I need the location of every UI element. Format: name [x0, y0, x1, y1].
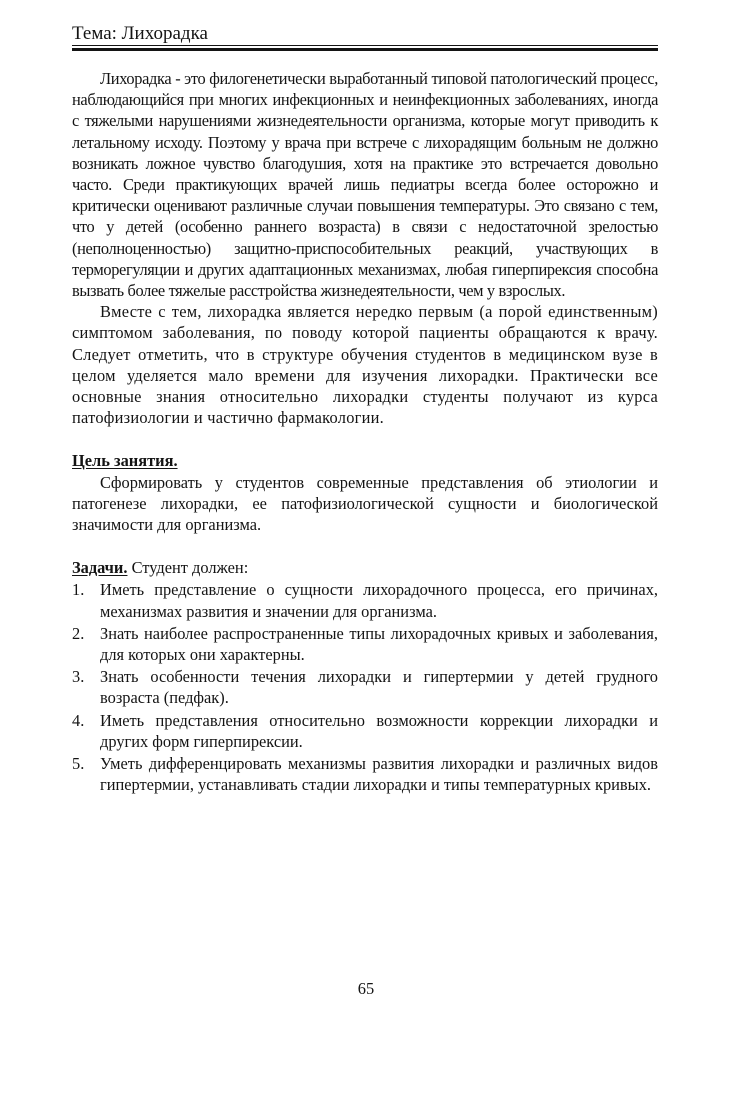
- task-item: [72, 579, 658, 621]
- task-item: [72, 623, 658, 665]
- task-number: 1.: [72, 580, 85, 600]
- task-text: Знать наиболее распространенные типы лихорадочных кривых и заболевания, для которых они характерны.: [100, 623, 658, 665]
- goal-heading-line: [72, 450, 658, 471]
- task-item: [72, 753, 658, 795]
- header-rule-thin: [72, 45, 658, 46]
- task-item: [72, 710, 658, 752]
- task-text: Иметь представления относительно возможности коррекции лихорадки и других форм гиперпирексии.: [100, 710, 658, 751]
- goal-section: [72, 450, 658, 535]
- task-number: 2.: [72, 623, 85, 643]
- tasks-heading-line: [72, 557, 658, 578]
- tasks-lead: Студент должен:: [127, 558, 249, 578]
- tasks-heading: Задачи.: [72, 558, 128, 578]
- page-body: [72, 68, 658, 796]
- goal-heading: Цель занятия.: [72, 451, 178, 471]
- intro-paragraph-2: Вместе с тем, лихорадка является нередко первым (а порой единственным) симптомом заболевания, по поводу которой пациенты обращаются к врачу. Следует отметить, что в структуре обучения студентов в медицинском вузе в целом уделяется мало времени для изучения лихорадки. Практически все основные знания относительно лихорадки студенты получают из курса патофизиологии и частично фармакологии.: [72, 302, 658, 428]
- header-rule-thick: [72, 48, 658, 51]
- task-number: 5.: [72, 754, 85, 774]
- tasks-list: [72, 579, 658, 795]
- goal-text: Сформировать у студентов современные представления об этиологии и патогенезе лихорадки, ее патофизиологической сущности и биологической значимости для организма.: [72, 472, 658, 535]
- task-item: [72, 666, 658, 708]
- task-text: Иметь представление о сущности лихорадочного процесса, его причинах, механизмах развития и значении для организма.: [100, 580, 658, 621]
- page-number: 65: [357, 979, 375, 998]
- tasks-section: [72, 557, 658, 795]
- intro-paragraph-1: Лихорадка - это филогенетически выработанный типовой патологический процесс, наблюдающийся при многих инфекционных и неинфекционных заболеваниях, иногда с тяжелыми нарушениями жизнедеятельности организма, которые могут приводить к летальному исходу. Поэтому у врача при встрече с лихорадящим больным не должно возникать ложное чувство благодушия, хотя на практике это встречается довольно часто. Среди практикующих врачей лишь педиатры всегда более осторожно и критически оценивают различные случаи повышения температуры. Это связано с тем, что у детей (особенно раннего возраста) в связи с недостаточной зрелостью (неполноценностью) защитно-приспособительных реакций, участвующих в терморегуляции и других адаптационных механизмах, любая гиперпирексия способна вызвать более тяжелые расстройства жизнедеятельности, чем у взрослых.: [72, 69, 658, 301]
- task-text: Уметь дифференцировать механизмы развития лихорадки и различных видов гипертермии, устанавливать стадии лихорадки и типы температурных кривых.: [100, 754, 658, 795]
- task-number: 4.: [72, 710, 85, 730]
- task-number: 3.: [72, 667, 85, 687]
- task-text: Знать особенности течения лихорадки и гипертермии у детей грудного возраста (педфак).: [100, 667, 658, 708]
- running-header-title: Тема: Лихорадка: [72, 23, 208, 44]
